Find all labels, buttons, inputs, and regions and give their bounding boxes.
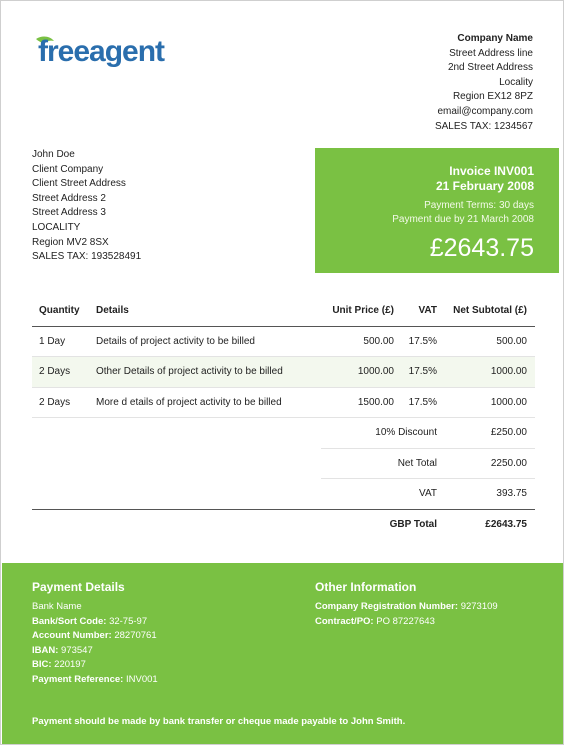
cell-subtotal: 1000.00 bbox=[440, 387, 535, 418]
company-name: Company Name bbox=[457, 33, 533, 44]
header-details: Details bbox=[96, 296, 321, 326]
table-header-row bbox=[32, 296, 535, 326]
summary-value: 393.75 bbox=[496, 488, 527, 500]
header-quantity: Quantity bbox=[32, 296, 96, 326]
cell-vat: 17.5% bbox=[394, 357, 440, 388]
client-address bbox=[32, 148, 141, 265]
company-line: Street Address line bbox=[449, 47, 533, 59]
client-line: LOCALITY bbox=[32, 221, 81, 233]
payment-line: IBAN: 973547 bbox=[32, 644, 93, 656]
payment-terms: Payment Terms: 30 days bbox=[424, 200, 534, 211]
cell-unit-price: 1000.00 bbox=[321, 357, 394, 388]
client-line: Client Company bbox=[32, 163, 104, 175]
summary-row-vat bbox=[32, 479, 535, 510]
payment-line: Payment Reference: INV001 bbox=[32, 673, 158, 685]
summary-label: Net Total bbox=[321, 448, 440, 479]
payment-line: BIC: 220197 bbox=[32, 659, 86, 670]
client-line: SALES TAX: 193528491 bbox=[32, 251, 142, 263]
payment-details-section bbox=[32, 579, 158, 687]
client-line: Street Address 2 bbox=[32, 192, 106, 204]
cell-quantity: 1 Day bbox=[32, 326, 96, 357]
cell-details: Details of project activity to be billed bbox=[96, 326, 321, 357]
invoice-number: Invoice INV001 bbox=[449, 164, 534, 178]
company-address bbox=[435, 32, 533, 134]
header-unit-price: Unit Price (£) bbox=[321, 296, 394, 326]
summary-value: 2250.00 bbox=[440, 448, 535, 479]
other-information-section bbox=[315, 579, 498, 629]
summary-row-discount bbox=[32, 418, 535, 449]
summary-label: 10% Discount bbox=[321, 418, 440, 449]
payment-line: Account Number: 28270761 bbox=[32, 630, 157, 641]
bank-name: Bank Name bbox=[32, 601, 82, 612]
cell-details: More d etails of project activity to be billed bbox=[96, 387, 321, 418]
cell-unit-price: 500.00 bbox=[321, 326, 394, 357]
cell-vat: 17.5% bbox=[394, 326, 440, 357]
table-row bbox=[32, 357, 535, 388]
grand-total-label: GBP Total bbox=[321, 509, 440, 540]
company-line: SALES TAX: 1234567 bbox=[434, 120, 533, 132]
other-line: Contract/PO: PO 87227643 bbox=[315, 615, 435, 627]
cell-unit-price: 1500.00 bbox=[321, 387, 394, 418]
header-vat: VAT bbox=[394, 296, 440, 326]
cell-details: Other Details of project activity to be billed bbox=[96, 357, 321, 388]
logo-text: freeagent bbox=[38, 35, 165, 68]
summary-value: £250.00 bbox=[440, 418, 535, 449]
company-line: 2nd Street Address bbox=[447, 62, 533, 74]
cell-vat: 17.5% bbox=[394, 387, 440, 418]
cell-subtotal: 1000.00 bbox=[440, 357, 535, 388]
summary-row-net-total bbox=[32, 448, 535, 479]
payment-details-title: Payment Details bbox=[32, 580, 125, 594]
cell-quantity: 2 Days bbox=[32, 387, 96, 418]
invoice-date: 21 February 2008 bbox=[435, 179, 534, 193]
payment-note: Payment should be made by bank transfer or cheque made payable to John Smith. bbox=[32, 716, 406, 727]
client-line: Client Street Address bbox=[32, 178, 126, 190]
payment-footer bbox=[2, 563, 563, 744]
line-items-table bbox=[32, 296, 535, 540]
company-line: Region EX12 8PZ bbox=[452, 91, 533, 103]
freeagent-logo bbox=[34, 31, 204, 71]
grand-total-value: £2643.75 bbox=[440, 509, 535, 540]
company-line: Locality bbox=[499, 76, 533, 88]
freeagent-wing-logo-icon bbox=[34, 31, 204, 71]
payment-line: Bank/Sort Code: 32-75-97 bbox=[32, 615, 148, 627]
header-net-subtotal: Net Subtotal (£) bbox=[440, 296, 535, 326]
client-line: John Doe bbox=[32, 149, 75, 160]
payment-due: Payment due by 21 March 2008 bbox=[392, 214, 534, 225]
company-email[interactable]: email@company.com bbox=[437, 105, 533, 117]
grand-total-row bbox=[32, 509, 535, 540]
client-line: Region MV2 8SX bbox=[32, 236, 109, 248]
table-row bbox=[32, 326, 535, 357]
other-line: Company Registration Number: 9273109 bbox=[315, 601, 498, 612]
invoice-amount: £2643.75 bbox=[429, 234, 534, 262]
invoice-summary-box bbox=[315, 148, 559, 273]
cell-quantity: 2 Days bbox=[32, 357, 96, 388]
table-row bbox=[32, 387, 535, 418]
client-line: Street Address 3 bbox=[32, 207, 106, 219]
cell-subtotal: 500.00 bbox=[440, 326, 535, 357]
summary-label: VAT bbox=[419, 488, 437, 500]
other-information-title: Other Information bbox=[315, 580, 417, 594]
